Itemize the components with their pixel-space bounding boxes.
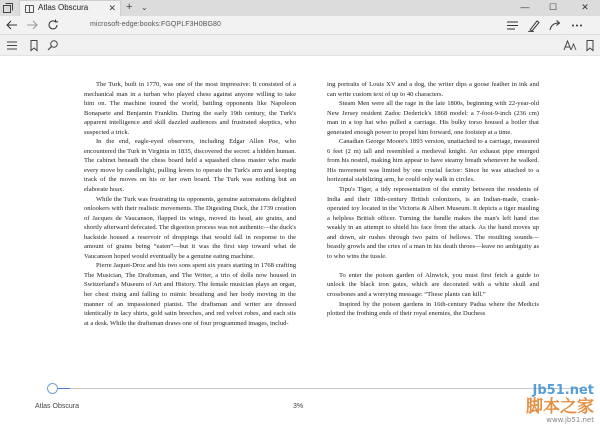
paragraph: Canadian George Moore's 1893 version, unattached to a carriage, measured 6 feet (2 m) tall and resembled a medieval knight. An exhaust pipe emerged from his nostril, making him appear to have steamy breath whenever he walked. His movement was limited by one crucial factor: Since he was attached to a horizontal stabilizing arm, he could only walk in circles. <box>327 138 539 184</box>
paragraph: Inspired by the poison gardens in 16th-century Padua where the Medicis plotted the frothing ends of their royal enemies, the Duchess <box>327 300 539 318</box>
text-size-icon[interactable] <box>563 39 577 52</box>
progress-track[interactable] <box>54 388 582 389</box>
watermark <box>526 383 594 424</box>
paragraph: ing portraits of Louis XV and a dog, the writer dips a goose feather in ink and can write custom text of up to 40 characters. <box>327 81 539 98</box>
back-arrow-icon[interactable] <box>4 17 20 33</box>
reader-toolbar <box>0 35 600 56</box>
title-bar <box>0 0 600 16</box>
tab-close-icon[interactable]: ✕ <box>108 3 116 13</box>
paragraph: In the end, eagle-eyed observers, including Edgar Allen Poe, who encountered the Turk in Virginia in 1835, discovered the secret: a hidden human. The cabinet beneath the chess board held a squashed chess master who made every move by candlelight, pulling levers to operate the Turk's arm and keeping track of the moves on his or her own board. The Turk was nothing but an elaborate hoax. <box>84 138 296 194</box>
watermark-site: Jb51.net <box>532 383 594 398</box>
share-icon[interactable] <box>548 19 562 32</box>
bookmark-icon[interactable] <box>27 39 41 52</box>
refresh-icon[interactable] <box>45 17 61 33</box>
list-icon[interactable] <box>5 39 19 52</box>
minimize-button[interactable]: — <box>520 2 530 12</box>
more-icon[interactable] <box>570 19 584 32</box>
close-window-button[interactable]: ✕ <box>581 2 589 12</box>
tab-list-chevron-icon[interactable]: ⌄ <box>141 3 148 12</box>
bookmark-add-icon[interactable] <box>583 39 597 52</box>
address-bar[interactable]: microsoft-edge:books:FGQPLF3H0BG80 <box>90 21 222 28</box>
paragraph: Steam Men were all the rage in the late 1800s, beginning with 22-year-old New Jersey resident Zadoc Dederick's 1868 model: a 7-foot-9-inch (236 cm) man in a top hat who pulled a carriage. His bulky torso housed a boiler that generated enough power to propel him forward, one footstep at a time. <box>327 100 539 136</box>
paragraph: To enter the poison garden of Alnwick, you must first fetch a guide to unlock the black iron gates, which are decorated with a white skull and crossbones and a worrying message: “These plants can kill.” <box>327 271 539 298</box>
hub-icon[interactable] <box>506 19 520 32</box>
tab-title: Atlas Obscura <box>38 3 89 12</box>
watermark-brand: 脚本之家 <box>526 397 594 417</box>
watermark-url: www.jb51.net <box>546 416 594 424</box>
paragraph: Tipu's Tiger, a tidy representation of the enmity between the residents of India and their 18th-century British colonizers, is an Indian-made, crank-operated toy located in the Victoria & Albert Museum. It depicts a tiger mauling a helpless British officer. Turning the handle makes the man's left hand rise weakly in an attempt to shield his face from the attack. As the hand moves up and down, air rushes through two pairs of bellows. The resulting sounds—beastly growls and the cries of a man in his death throes—leave no ambiguity as to who wins the tussle. <box>327 186 539 260</box>
new-tab-button[interactable]: + <box>126 1 133 13</box>
pen-icon[interactable] <box>527 19 541 32</box>
maximize-button[interactable]: ☐ <box>548 2 558 12</box>
progress-slider-thumb[interactable] <box>47 383 58 394</box>
tab-atlas-obscura[interactable] <box>19 0 121 16</box>
book-icon <box>25 5 34 13</box>
right-page <box>327 80 539 319</box>
paragraph: Pierre Jaquet-Droz and his two sons spent six years starting in 1768 crafting The Musician, The Draftsman, and The Writer, a trio of dolls now housed in Switzerland's Museum of Art and History. The female musician plays an organ, her chest rising and falling to mimic breathing and her body moving in the manner of an impassioned pianist. The draftsman and writer are dressed identically in lacy shirts, gold satin breeches, and red velvet robes, and each sits at a desk. While the draftsman draws one of four programmed images, includ- <box>84 262 296 327</box>
forward-arrow-icon[interactable] <box>24 17 40 33</box>
left-page <box>84 80 296 328</box>
navigation-bar <box>0 16 600 35</box>
paragraph: While the Turk was frustrating its opponents, genuine automatons delighted onlookers with their realistic movements. The Digesting Duck, the 1739 creation of Jacques de Vaucanson, flapped its wings, moved its head, ate grains, and shortly afterward defecated. The digestion process was not authentic—the duck's backside housed a reservoir of droppings that would fall in response to the amount of grains being “eaten”—but it was the first step toward what de Vaucanson hoped would eventually be a genuine eating machine. <box>84 195 296 260</box>
search-icon[interactable] <box>46 39 60 52</box>
progress-percent: 3% <box>293 403 304 410</box>
book-title: Atlas Obscura <box>35 403 79 410</box>
tabs-overview-icon[interactable] <box>3 3 13 13</box>
paragraph: The Turk, built in 1770, was one of the most impressive: It consisted of a mechanical man in a turban who played chess against anyone willing to take him on. The machine toured the world, battling opponents like Napoleon Bonaparte and Benjamin Franklin. During the early 19th century, the Turk's apparent intelligence and skill dazzled audiences and frustrated skeptics, who suspected a trick. <box>84 81 296 136</box>
